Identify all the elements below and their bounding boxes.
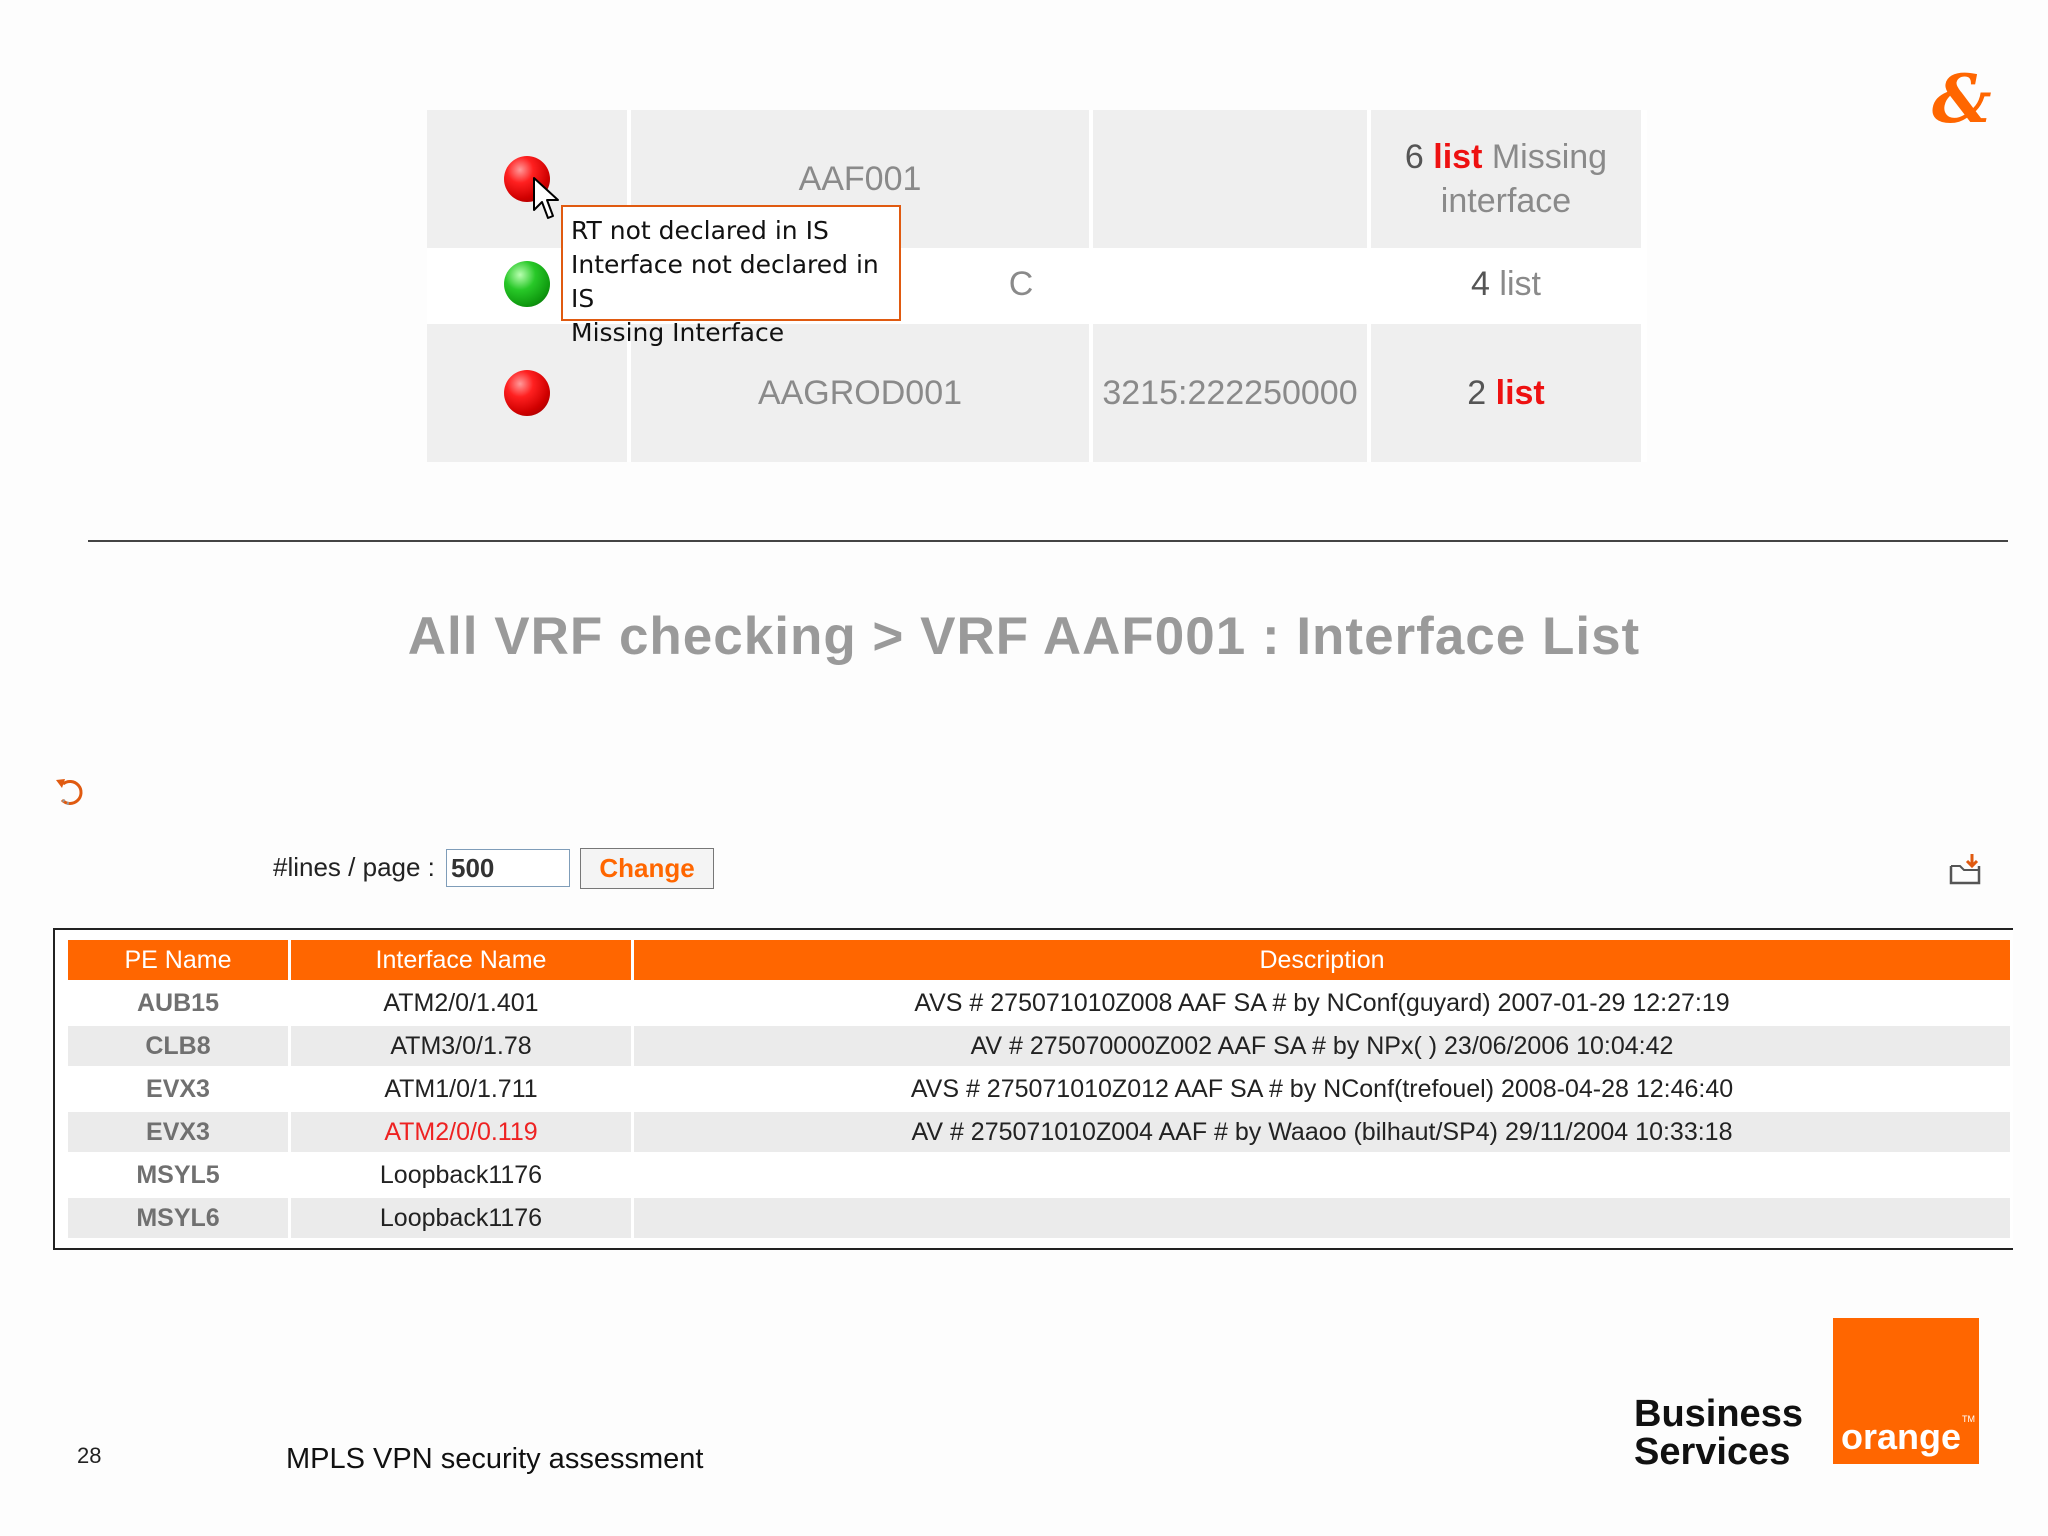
- vrf-name: C: [1008, 264, 1034, 303]
- interface-count: 4: [1471, 264, 1490, 303]
- interface-table: [65, 940, 2013, 1238]
- tooltip-line: Missing Interface: [571, 318, 785, 347]
- change-button[interactable]: Change: [580, 848, 714, 889]
- interface-name-cell-highlighted: ATM2/0/0.119: [291, 1109, 631, 1152]
- footer-title: MPLS VPN security assessment: [286, 1443, 704, 1475]
- description-cell: AVS # 275071010Z012 AAF SA # by NConf(trefouel) 2008-04-28 12:46:40: [634, 1066, 2010, 1109]
- list-link[interactable]: list: [1433, 138, 1483, 176]
- slide-number: 28: [77, 1443, 102, 1468]
- pe-name-cell: AUB15: [68, 980, 288, 1023]
- description-cell: AVS # 275071010Z008 AAF SA # by NConf(guyard) 2007-01-29 12:27:19: [634, 980, 2010, 1023]
- route-target: 3215:222250000: [1102, 373, 1358, 412]
- brand-line: Business: [1634, 1393, 1803, 1435]
- business-services-brand: [1634, 1395, 1803, 1471]
- pe-name-cell: EVX3: [68, 1066, 288, 1109]
- interface-name-cell: ATM2/0/1.401: [291, 980, 631, 1023]
- list-link[interactable]: list: [1499, 264, 1541, 303]
- page-title: All VRF checking > VRF AAF001 : Interface List: [407, 607, 1641, 666]
- interface-count-cell: [1371, 248, 1641, 320]
- status-red-icon[interactable]: [504, 370, 550, 416]
- tooltip-line: RT not declared in IS: [571, 216, 829, 245]
- description-cell: AV # 275071010Z004 AAF # by Waaoo (bilhaut/SP4) 29/11/2004 10:33:18: [634, 1109, 2010, 1152]
- pe-name-cell: EVX3: [68, 1109, 288, 1152]
- trademark-mark: TM: [1962, 1414, 1975, 1424]
- interface-count: 6: [1404, 138, 1424, 176]
- table-row: [68, 1066, 2010, 1109]
- description-cell: AV # 275070000Z002 AAF SA # by NPx( ) 23/06/2006 10:04:42: [634, 1023, 2010, 1066]
- interface-count-cell: [1371, 110, 1641, 248]
- column-header-pe-name[interactable]: PE Name: [68, 940, 288, 980]
- interface-count: 2: [1467, 373, 1487, 412]
- status-green-icon[interactable]: [504, 261, 550, 307]
- interface-name-cell: Loopback1176: [291, 1195, 631, 1238]
- table-row: [68, 980, 2010, 1023]
- interface-count-cell: [1371, 324, 1641, 462]
- tooltip-line: Interface not declared in IS: [571, 250, 879, 313]
- list-link[interactable]: list: [1495, 373, 1545, 412]
- export-icon[interactable]: [1948, 852, 1984, 886]
- missing-note: Missing interface: [1440, 138, 1608, 220]
- vrf-name: AAF001: [798, 159, 922, 198]
- pe-name-cell: MSYL6: [68, 1195, 288, 1238]
- rt-cell: [1093, 248, 1367, 320]
- interface-name-cell: ATM3/0/1.78: [291, 1023, 631, 1066]
- vrf-name: AAGROD001: [757, 373, 963, 412]
- table-row: [68, 1195, 2010, 1238]
- table-row: [68, 1109, 2010, 1152]
- mouse-cursor-icon: [532, 176, 560, 222]
- pe-name-cell: MSYL5: [68, 1152, 288, 1195]
- orange-logo: [1833, 1318, 1979, 1464]
- lines-per-page-label: #lines / page :: [273, 852, 435, 882]
- pe-name-cell: CLB8: [68, 1023, 288, 1066]
- table-row: [68, 1023, 2010, 1066]
- brand-line: Services: [1634, 1431, 1791, 1473]
- interface-name-cell: Loopback1176: [291, 1152, 631, 1195]
- description-cell: [634, 1152, 2010, 1195]
- column-header-description[interactable]: Description: [634, 940, 2010, 980]
- lines-per-page-input[interactable]: [446, 849, 570, 887]
- refresh-icon[interactable]: [54, 776, 86, 810]
- section-divider: [88, 540, 2008, 542]
- orange-ampersand-logo: &: [1932, 60, 1992, 138]
- table-header-row: [68, 940, 2010, 980]
- rt-cell: [1093, 110, 1367, 248]
- column-header-interface-name[interactable]: Interface Name: [291, 940, 631, 980]
- rt-cell: [1093, 324, 1367, 462]
- status-tooltip: [561, 205, 901, 347]
- interface-name-cell: ATM1/0/1.711: [291, 1066, 631, 1109]
- description-cell: [634, 1195, 2010, 1238]
- orange-logo-text: orange: [1841, 1416, 1962, 1457]
- table-row: [68, 1152, 2010, 1195]
